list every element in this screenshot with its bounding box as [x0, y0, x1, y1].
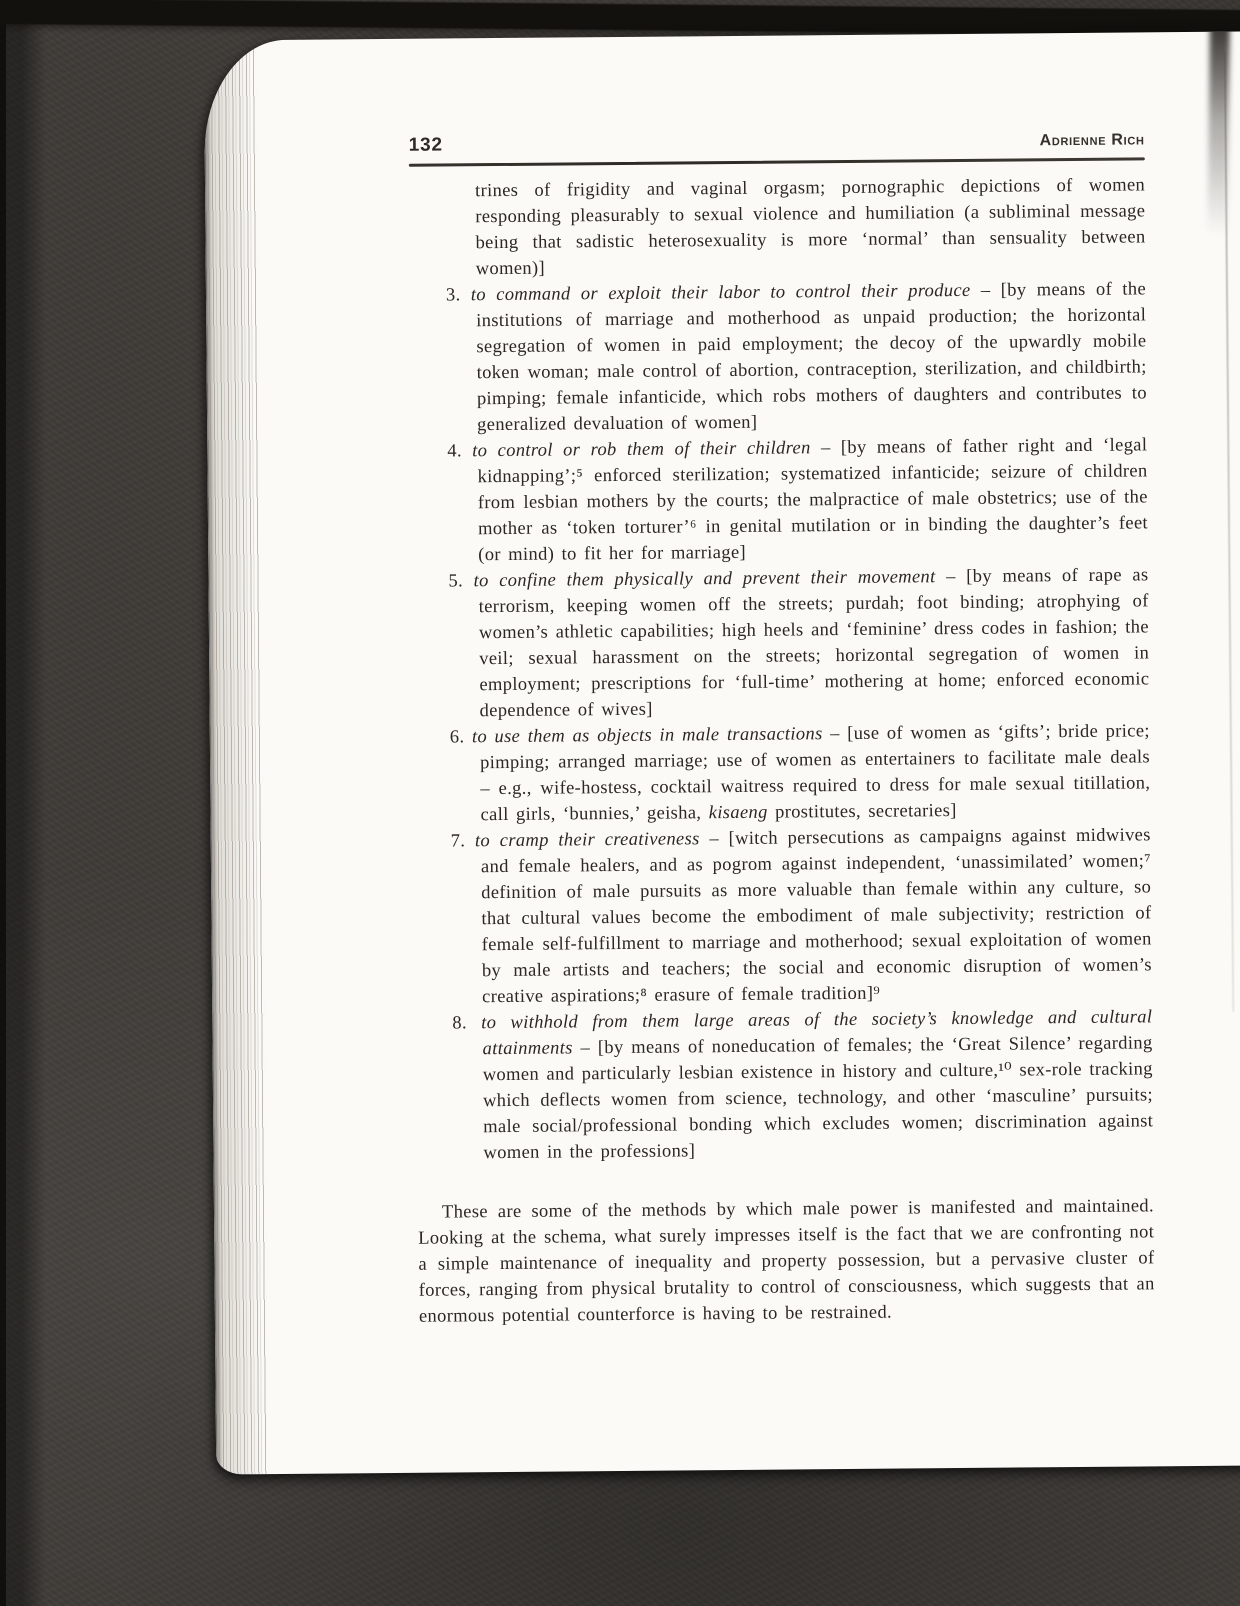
list-item-3-number: 3.: [445, 284, 461, 305]
list-item-6-kisaeng: kisaeng: [708, 802, 768, 823]
list-item-6-body-a: – [use of women as ‘gifts’; bride price; pimping; arranged marriage; use of women as entertainers to facilitate male deals – e.g., wife-hostess, cocktail waitress required to dress for male sexual titillation, call girls, ‘bunnies,’ geisha,: [479, 720, 1151, 825]
list-item-8-number: 8.: [452, 1012, 468, 1033]
list-item-3-lead: to command or exploit their labor to control their produce: [470, 280, 971, 305]
list-item-6-body-b: prostitutes, secretaries]: [767, 800, 957, 823]
body-text: [409, 172, 1155, 1329]
list-item-7-number: 7.: [450, 830, 466, 851]
page-content: [409, 128, 1155, 1329]
list-item-6: [450, 718, 1151, 828]
list-item-4: [447, 432, 1148, 568]
list-item-6-number: 6.: [449, 726, 465, 747]
list-item-7-lead: to cramp their creativeness: [474, 828, 700, 851]
list-item-4-lead: to control or rob them of their children: [472, 437, 811, 461]
list-item-8: [452, 1004, 1153, 1166]
list-item-5: [448, 562, 1149, 724]
list-item-3: [446, 276, 1147, 438]
closing-paragraph: These are some of the methods by which male power is manifested and maintained. Looking at the schema, what surely impresses itself is the fact that we are confronting not a simple maintenance of inequality and property possession, but a pervasive cluster of forces, ranging from physical brutality to control of consciousness, which suggests that an enormous potential counterforce is having to be restrained.: [418, 1195, 1155, 1327]
list-item-6-lead: to use them as objects in male transactions: [471, 723, 823, 747]
book-top-edge-shadow: [0, 0, 1240, 36]
list-item-8-body: – [by means of noneducation of females; the ‘Great Silence’ regarding women and particularly lesbian existence in history and culture,¹⁰ sex-role tracking which deflects women from science, technology, and other ‘masculine’ pursuits; male social/professional bonding which excludes women; discrimination against women in the professions]: [482, 1032, 1154, 1163]
list-item-5-lead: to confine them physically and prevent their movement: [473, 566, 936, 591]
list-item-8-lead: to withhold from them large areas of the society’s knowledge and cultural attainments: [481, 1006, 1153, 1059]
header-rule: [409, 157, 1145, 166]
list-item-7: [451, 822, 1153, 1010]
list-item-5-number: 5.: [448, 570, 464, 591]
page-right-crease: [1224, 52, 1234, 1012]
page-number: 132: [408, 134, 443, 156]
page-stack-edge-texture: [204, 40, 269, 1474]
list-item-3-body: – [by means of the institutions of marriage and motherhood as unpaid production; the horizontal segregation of women in paid employment; the decoy of the upwardly mobile token woman; male control of abortion, contraception, sterilization, and childbirth; pimping; female infanticide, which robs mothers of daughters and contributes to generalized devaluation of women]: [476, 278, 1147, 435]
list-item-2-continuation: trines of frigidity and vaginal orgasm; pornographic depictions of women responding pleasurably to sexual violence and humiliation (a subliminal message being that sadistic heterosexuality is more ‘normal’ than sensuality between women)]: [474, 174, 1146, 279]
left-edge-vignette: [0, 0, 46, 1606]
running-head: Adrienne Rich: [1039, 131, 1145, 150]
page-header: [409, 128, 1145, 156]
book-page: [204, 31, 1240, 1474]
list-item-4-body: – [by means of father right and ‘legal kidnapping’;⁵ enforced sterilization; systematized infanticide; seizure of children from lesbian mothers by the courts; the malpractice of male obstetrics; use of the mother as ‘token torturer’⁶ in genital mutilation or in binding the daughter’s feet (or mind) to fit her for marriage]: [477, 434, 1149, 565]
list-item-7-body: – [witch persecutions as campaigns against midwives and female healers, and as pogrom against independent, ‘unassimilated’ women;⁷ definition of male pursuits as more valuable than female within any culture, so that cultural values become the embodiment of male subjectivity; restriction of female self-fulfillment to marriage and motherhood; sexual exploitation of women by male artists and teachers; the social and economic disruption of women’s creative aspirations;⁸ erasure of female tradition]⁹: [480, 824, 1152, 1007]
list-item-5-body: – [by means of rape as terrorism, keeping women off the streets; purdah; foot binding; atrophying of women’s athletic capabilities; high heels and ‘feminine’ dress codes in fashion; the veil; sexual harassment on the streets; horizontal segregation of women in employment; prescriptions for ‘full-time’ mothering at home; enforced economic dependence of wives]: [478, 564, 1150, 721]
list-item-4-number: 4.: [447, 440, 463, 461]
